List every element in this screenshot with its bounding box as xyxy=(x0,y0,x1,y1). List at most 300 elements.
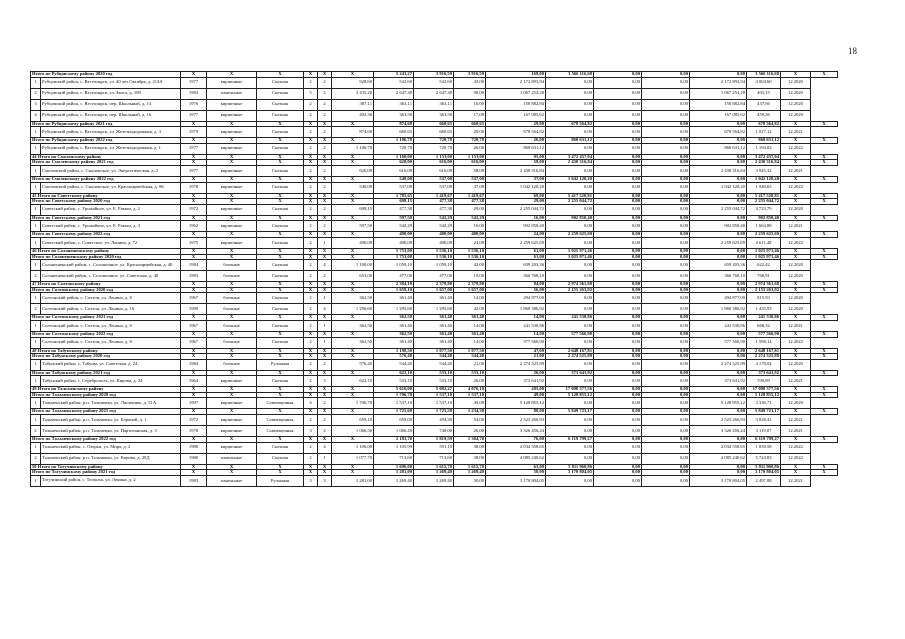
table-cell: 0,00 xyxy=(594,199,642,205)
table-cell: X xyxy=(781,409,811,415)
table-cell: X xyxy=(304,470,318,476)
table-cell: 0,00 xyxy=(642,464,690,470)
table-cell: 362,50 xyxy=(374,315,414,321)
table-cell: Совмещенная xyxy=(257,415,304,426)
table-cell: X xyxy=(304,248,318,254)
table-cell: 1 304,70 xyxy=(454,437,486,443)
table-cell: 14,00 xyxy=(486,315,546,321)
table-cell: 361,40 xyxy=(414,337,454,348)
table-cell: 540,00 xyxy=(332,182,374,193)
table-cell: 2 xyxy=(304,143,318,154)
table-cell: 17 098 377,56 xyxy=(747,387,781,393)
table-cell: 241 530,86 xyxy=(690,320,747,331)
table-cell: блочные xyxy=(207,304,257,315)
table-cell: X xyxy=(332,232,374,238)
table-cell: 2 xyxy=(304,165,318,176)
table-cell: 2 430 316,84 xyxy=(546,160,594,166)
table-cell: 1984 xyxy=(181,359,207,370)
house-row xyxy=(31,204,838,215)
table-cell: X xyxy=(257,392,304,398)
table-cell: X xyxy=(207,315,257,321)
table-cell: 2 xyxy=(304,320,318,331)
table-cell: 400,00 xyxy=(414,232,454,238)
table-cell: 577 566,90 xyxy=(747,331,781,337)
table-cell: 1 xyxy=(318,337,332,348)
table-cell: 366 768,10 xyxy=(486,271,546,282)
table-cell: X xyxy=(181,315,207,321)
address-cell: Рубцовский район, с. Веселоярск, ул. 40 лет Октября, д. 214А xyxy=(41,77,181,88)
table-cell: 668,32 xyxy=(747,320,781,331)
table-cell: 0,00 xyxy=(642,143,690,154)
table-cell: 1 598,14 xyxy=(747,337,781,348)
table-cell: 1 059,10 xyxy=(374,260,414,271)
table-cell: X xyxy=(332,464,374,470)
table-cell: 3 326 456,24 xyxy=(486,426,546,437)
address-cell: Тальменский район, р.п. Тальменка, ул. Кирова, д. 28Д xyxy=(41,453,181,464)
table-cell: Скатная xyxy=(257,271,304,282)
table-cell: 0,00 xyxy=(594,320,642,331)
table-cell: 1 537,10 xyxy=(374,398,414,409)
table-cell: 400,00 xyxy=(374,237,414,248)
table-cell: X xyxy=(207,464,257,470)
table-cell: X xyxy=(207,138,257,144)
table-cell: X xyxy=(318,409,332,415)
table-cell: 29,00 xyxy=(454,204,486,215)
table-cell: 0,00 xyxy=(642,154,690,160)
table-cell: 12.2020 xyxy=(781,88,811,99)
table-cell: X xyxy=(811,232,838,238)
table-cell: X xyxy=(181,72,207,78)
table-cell: X xyxy=(811,72,838,78)
table-cell: 1 295,60 xyxy=(374,304,414,315)
table-cell: 373 641,92 xyxy=(486,376,546,387)
table-cell: X xyxy=(304,464,318,470)
table-cell: 29,00 xyxy=(486,199,546,205)
table-cell: 2 274 525,89 xyxy=(486,359,546,370)
table-cell: 2 523 266,93 xyxy=(690,415,747,426)
table-cell: X xyxy=(332,248,374,254)
table-cell: X xyxy=(332,282,374,288)
table-cell: 1967 xyxy=(181,320,207,331)
table-cell: X xyxy=(332,154,374,160)
table-cell: 0,00 xyxy=(642,398,690,409)
table-cell: 69,00 xyxy=(486,193,546,199)
table-cell: 1 025 971,46 xyxy=(546,254,594,260)
table-cell: 0,00 xyxy=(690,409,747,415)
table-cell: Скатная xyxy=(257,304,304,315)
table-cell: Рулонная xyxy=(257,359,304,370)
table-cell: X xyxy=(811,248,838,254)
table-cell: 815,93 xyxy=(747,293,781,304)
table-cell: X xyxy=(257,370,304,376)
table-cell: 4 723,79 xyxy=(747,204,781,215)
table-cell: 2 xyxy=(304,376,318,387)
table-cell: 2 384,10 xyxy=(374,282,414,288)
address-cell: Рубцовский район, с. Веселоярск, пер. Школьный, д. 16 xyxy=(41,110,181,121)
table-cell: 3 xyxy=(304,475,318,486)
table-cell: 0,00 xyxy=(546,271,594,282)
table-cell: 362,50 xyxy=(332,293,374,304)
address-cell: Солонешенский район, с. Солонешное, ул. Советская, д. 40 xyxy=(41,271,181,282)
table-cell: X xyxy=(257,331,304,337)
table-cell: 544,40 xyxy=(414,354,454,360)
table-cell: 542,60 xyxy=(414,77,454,88)
table-cell: 3 326 456,24 xyxy=(690,426,747,437)
table-cell: 2 xyxy=(318,415,332,426)
table-cell: 361,40 xyxy=(414,293,454,304)
table-cell: 0,00 xyxy=(546,110,594,121)
table-cell: X xyxy=(207,248,257,254)
table-cell: 0,00 xyxy=(546,165,594,176)
table-cell: 403,15 xyxy=(747,88,781,99)
table-cell: 2 xyxy=(304,237,318,248)
table-cell: 0,00 xyxy=(642,232,690,238)
table-cell: 1 860 386,92 xyxy=(486,304,546,315)
table-cell: кирпичные xyxy=(207,237,257,248)
total-label: Итого по Тогучинскому району 2021 год xyxy=(31,470,181,476)
table-cell: X xyxy=(332,387,374,393)
address-cell: Тальменский район, р.п. Тальменка, ул. Партизанская, д. 3 xyxy=(41,426,181,437)
table-cell: 1989 xyxy=(181,304,207,315)
row-number: 1 xyxy=(31,260,41,271)
table-cell: 2 xyxy=(304,442,318,453)
table-cell: 0,00 xyxy=(594,315,642,321)
table-cell: 0,00 xyxy=(594,127,642,138)
table-cell: 1977 xyxy=(181,110,207,121)
table-cell: 26,00 xyxy=(454,426,486,437)
row-number: 1 xyxy=(31,320,41,331)
table-cell: 2 xyxy=(318,359,332,370)
table-cell: 400,00 xyxy=(454,232,486,238)
table-cell: X xyxy=(332,470,374,476)
table-cell: 0,00 xyxy=(594,387,642,393)
table-cell: X xyxy=(781,160,811,166)
table-cell: X xyxy=(318,387,332,393)
table-cell: 0,00 xyxy=(546,182,594,193)
table-cell: 5 811 960,86 xyxy=(546,464,594,470)
table-cell: 2 xyxy=(318,127,332,138)
table-cell: 2 155 263,92 xyxy=(546,287,594,293)
table-cell: X xyxy=(257,464,304,470)
table-cell: 1984 xyxy=(181,88,207,99)
table-cell: X xyxy=(257,287,304,293)
table-cell: 2 974 361,68 xyxy=(546,282,594,288)
table-cell: X xyxy=(257,160,304,166)
table-cell: X xyxy=(781,121,811,127)
table-cell: X xyxy=(332,254,374,260)
table-cell: 544,40 xyxy=(414,359,454,370)
table-cell: 24,00 xyxy=(454,237,486,248)
table-cell: X xyxy=(181,248,207,254)
table-cell: 2 xyxy=(304,293,318,304)
table-cell: кирпичные xyxy=(207,182,257,193)
table-cell: 12.2020 xyxy=(781,293,811,304)
table-cell: 0,00 xyxy=(642,193,690,199)
table-cell: X xyxy=(304,232,318,238)
table-cell: 1997 xyxy=(181,398,207,409)
total-label: Итого по Советскому району 2021 год xyxy=(31,215,181,221)
table-cell: 1 025 971,46 xyxy=(747,248,781,254)
table-cell: 2 xyxy=(318,110,332,121)
table-cell: X xyxy=(811,287,838,293)
table-cell: 720,78 xyxy=(374,143,414,154)
table-cell: 0,00 xyxy=(642,392,690,398)
table-cell: 537,00 xyxy=(414,182,454,193)
table-cell: 12.2021 xyxy=(781,426,811,437)
table-cell: X xyxy=(181,193,207,199)
table-cell: 0,00 xyxy=(594,88,642,99)
table-cell: 542,29 xyxy=(414,215,454,221)
table-cell: 0,00 xyxy=(642,409,690,415)
table-cell: 874,68 xyxy=(374,121,414,127)
table-cell: 167 085,62 xyxy=(486,110,546,121)
table-cell: 1977 xyxy=(181,165,207,176)
table-cell: X xyxy=(318,232,332,238)
address-cell: Табунский район, с. Сереброполь, ул. Кирова, д. 24 xyxy=(41,376,181,387)
table-cell: 0,00 xyxy=(690,387,747,393)
table-cell: 477,00 xyxy=(374,271,414,282)
table-cell: 0,00 xyxy=(594,437,642,443)
table-cell: 4 004,60 xyxy=(747,77,781,88)
table-cell: 0,00 xyxy=(690,464,747,470)
table-cell: 0,00 xyxy=(594,370,642,376)
table-cell: 720,78 xyxy=(454,138,486,144)
table-cell: 12.2021 xyxy=(781,221,811,232)
table-cell: X xyxy=(781,154,811,160)
table-cell: 24,00 xyxy=(486,232,546,238)
table-cell: 2 xyxy=(318,426,332,437)
table-cell: 0,00 xyxy=(642,237,690,248)
table-cell: 5 849 723,17 xyxy=(546,409,594,415)
total-label: Итого по Солтонскому району 2021 год xyxy=(31,315,181,321)
table-cell: Скатная xyxy=(257,337,304,348)
table-cell: 860 631,12 xyxy=(747,138,781,144)
table-cell: 0,00 xyxy=(594,354,642,360)
table-cell: 361,40 xyxy=(414,331,454,337)
table-cell: 400,00 xyxy=(414,237,454,248)
table-cell: 0,00 xyxy=(546,359,594,370)
address-cell: Табунский район, с. Табуны, ул. Советская, д. 24 xyxy=(41,359,181,370)
table-cell: 363,11 xyxy=(414,99,454,110)
table-cell: 720,78 xyxy=(414,143,454,154)
table-cell: 660,65 xyxy=(414,127,454,138)
table-cell: 0,00 xyxy=(594,110,642,121)
table-cell: 1972 xyxy=(181,204,207,215)
table-cell: 0,00 xyxy=(594,176,642,182)
table-cell: 21,00 xyxy=(486,354,546,360)
house-row xyxy=(31,143,838,154)
table-cell: X xyxy=(332,354,374,360)
table-cell: 0,00 xyxy=(546,127,594,138)
table-cell: 1976 xyxy=(181,99,207,110)
table-cell: 0,00 xyxy=(642,354,690,360)
table-cell: 2 274 525,89 xyxy=(747,354,781,360)
table-cell: 1 536,10 xyxy=(414,254,454,260)
table-cell: 1 067 254,28 xyxy=(486,88,546,99)
table-cell: 47,00 xyxy=(486,348,546,354)
table-cell: кирпичные xyxy=(207,204,257,215)
table-cell: 49,00 xyxy=(454,398,486,409)
table-cell: 0,00 xyxy=(546,204,594,215)
table-cell: X xyxy=(257,387,304,393)
table-cell: 0,00 xyxy=(642,199,690,205)
table-cell: 678 564,82 xyxy=(546,121,594,127)
table-cell: 12.2020 xyxy=(781,99,811,110)
total-label: 49 Итого по Тальменскому району xyxy=(31,387,181,393)
table-cell: 622,42 xyxy=(747,260,781,271)
table-cell: 362,50 xyxy=(332,320,374,331)
table-cell: 3 170 804,05 xyxy=(486,475,546,486)
table-cell: X xyxy=(257,199,304,205)
table-cell: 720,78 xyxy=(414,138,454,144)
table-cell: кирпичные xyxy=(207,415,257,426)
table-cell: 0,00 xyxy=(546,99,594,110)
table-cell: 1 077,50 xyxy=(454,348,486,354)
table-cell: X xyxy=(181,154,207,160)
table-cell: 0,00 xyxy=(690,72,747,78)
address-cell: Советский район, с. Советское, ул. Ленина, д. 72 xyxy=(41,237,181,248)
table-cell: X xyxy=(332,348,374,354)
table-cell: 5 128 855,12 xyxy=(546,392,594,398)
table-cell: 490,00 xyxy=(374,232,414,238)
table-cell: X xyxy=(811,215,838,221)
table-cell: 0,00 xyxy=(594,165,642,176)
table-cell: X xyxy=(811,348,838,354)
table-cell: X xyxy=(257,121,304,127)
table-cell: кирпичные xyxy=(207,127,257,138)
table-cell: 12.2020 xyxy=(781,204,811,215)
table-cell: 0,00 xyxy=(690,121,747,127)
total-label: Итого по Тальменскому району 2021 год xyxy=(31,409,181,415)
table-cell: Скатная xyxy=(257,260,304,271)
table-cell: X xyxy=(811,464,838,470)
table-cell: 1 xyxy=(318,237,332,248)
house-row xyxy=(31,320,838,331)
table-cell: 1 106,78 xyxy=(374,138,414,144)
table-cell: 2 274 525,89 xyxy=(546,354,594,360)
table-cell: 2 xyxy=(318,204,332,215)
table-cell: 1 536,10 xyxy=(414,248,454,254)
table-cell: X xyxy=(332,370,374,376)
table-cell: 1967 xyxy=(181,337,207,348)
table-cell: 26,00 xyxy=(454,143,486,154)
table-cell: 659 203,36 xyxy=(486,260,546,271)
table-cell: 542,60 xyxy=(374,77,414,88)
table-cell: 38,00 xyxy=(454,442,486,453)
table-cell: 1 106,78 xyxy=(332,143,374,154)
table-cell: 1 615,70 xyxy=(414,464,454,470)
table-cell: 2 xyxy=(304,304,318,315)
table-cell: 5 xyxy=(304,88,318,99)
table-cell: X xyxy=(811,193,838,199)
table-cell: X xyxy=(207,354,257,360)
table-cell: 37,00 xyxy=(454,182,486,193)
table-cell: Скатная xyxy=(257,204,304,215)
house-row xyxy=(31,304,838,315)
table-cell: X xyxy=(304,287,318,293)
table-cell: панельные xyxy=(207,453,257,464)
table-cell: 0,00 xyxy=(642,415,690,426)
table-cell: X xyxy=(332,193,374,199)
table-cell: 537,00 xyxy=(454,176,486,182)
table-cell: X xyxy=(207,199,257,205)
table-cell: 2 255 044,72 xyxy=(546,199,594,205)
table-cell: 3 472 437,04 xyxy=(747,154,781,160)
row-number: 1 xyxy=(31,359,41,370)
table-cell: 14,00 xyxy=(486,331,546,337)
table-cell: 3 472 437,04 xyxy=(546,154,594,160)
table-cell: 17 098 377,56 xyxy=(546,387,594,393)
table-cell: 2 xyxy=(304,453,318,464)
table-cell: 0,00 xyxy=(594,442,642,453)
table-cell: X xyxy=(318,348,332,354)
table-cell: 2 xyxy=(318,398,332,409)
table-cell: 363,58 xyxy=(374,110,414,121)
table-cell: X xyxy=(332,392,374,398)
table-cell: 0,00 xyxy=(594,204,642,215)
table-cell: X xyxy=(181,348,207,354)
table-cell: 0,00 xyxy=(594,99,642,110)
table-cell: 1 077,50 xyxy=(414,348,454,354)
table-cell: 1979 xyxy=(181,127,207,138)
table-cell: X xyxy=(207,348,257,354)
table-cell: 2 430 316,84 xyxy=(747,160,781,166)
row-number: 1 xyxy=(31,204,41,215)
table-cell: 5 811 960,86 xyxy=(747,464,781,470)
table-cell: 678 564,82 xyxy=(486,127,546,138)
table-cell: 0,00 xyxy=(594,160,642,166)
table-cell: 0,00 xyxy=(546,88,594,99)
table-cell: 0,00 xyxy=(642,453,690,464)
table-cell: 0,00 xyxy=(594,409,642,415)
table-cell: 1 066,50 xyxy=(332,426,374,437)
table-cell: 4 611,48 xyxy=(747,237,781,248)
table-cell: X xyxy=(207,121,257,127)
table-cell: 12.2020 xyxy=(781,304,811,315)
table-cell: 0,00 xyxy=(642,304,690,315)
table-cell: 2 xyxy=(304,271,318,282)
address-cell: Рубцовский район, с. Веселоярск, пер. Школьный, д. 14 xyxy=(41,99,181,110)
table-cell: 5 417 520,81 xyxy=(546,193,594,199)
table-cell: 1 419,67 xyxy=(454,193,486,199)
table-cell: 713,60 xyxy=(414,453,454,464)
table-cell: X xyxy=(257,348,304,354)
table-cell: 1977 xyxy=(181,143,207,154)
total-label: Итого по Тальменскому району 2022 год xyxy=(31,437,181,443)
table-cell: X xyxy=(332,331,374,337)
table-cell: 0,00 xyxy=(594,248,642,254)
row-number: 3 xyxy=(31,99,41,110)
table-cell: 0,00 xyxy=(642,121,690,127)
table-cell: X xyxy=(781,392,811,398)
table-cell: 2 648 167,81 xyxy=(546,348,594,354)
table-cell: 698,15 xyxy=(332,204,374,215)
table-cell: 490,00 xyxy=(332,237,374,248)
table-cell: 0,00 xyxy=(642,442,690,453)
table-cell: 902 850,40 xyxy=(690,221,747,232)
table-cell: 2 155 263,92 xyxy=(747,287,781,293)
table-cell: 0,00 xyxy=(690,331,747,337)
table-cell: 2 274 525,89 xyxy=(690,359,747,370)
table-cell: 3 566 116,68 xyxy=(747,72,781,78)
table-cell: 622,10 xyxy=(332,376,374,387)
table-cell: X xyxy=(257,154,304,160)
table-cell: 0,00 xyxy=(546,221,594,232)
table-cell: 576,40 xyxy=(332,359,374,370)
table-cell: Скатная xyxy=(257,110,304,121)
table-cell: 58,00 xyxy=(454,165,486,176)
table-cell: 1 066,49 xyxy=(374,426,414,437)
